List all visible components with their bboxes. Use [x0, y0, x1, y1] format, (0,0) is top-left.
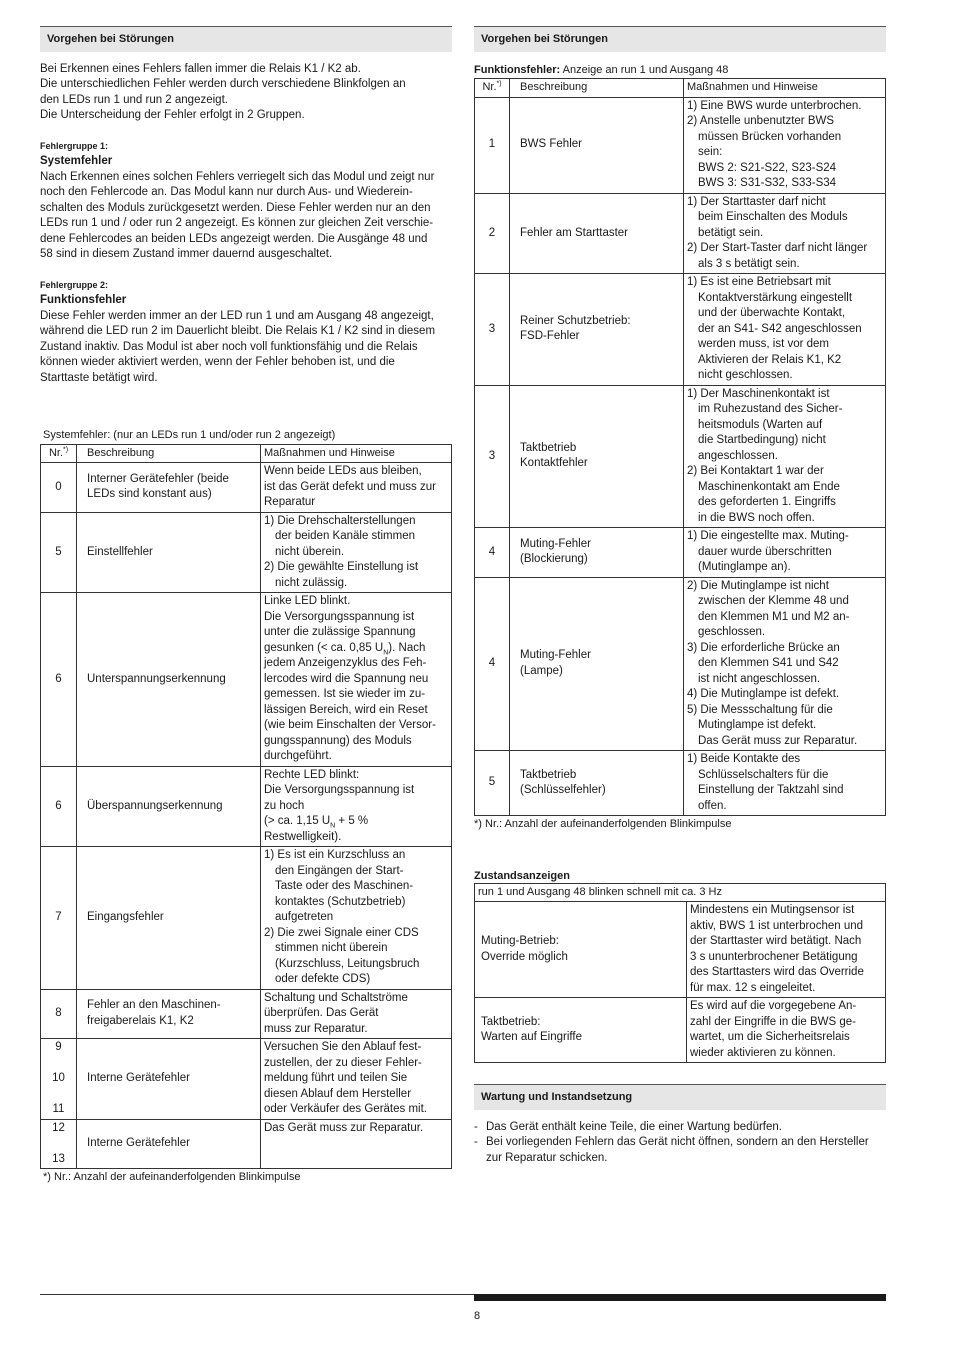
list-item: - Bei vorliegenden Fehlern das Gerät nicht öffnen, sondern an den Hersteller zur Reparatur schicken.	[474, 1135, 886, 1166]
row-description: Überspannungserkennung	[77, 766, 261, 847]
table-row	[41, 512, 452, 593]
section-header-right: Vorgehen bei Störungen	[474, 26, 886, 52]
row-number: 3	[475, 385, 510, 528]
status-description: Taktbetrieb: Warten auf Eingriffe	[475, 998, 687, 1063]
status-title: Zustandsanzeigen	[474, 869, 570, 882]
list-item: - Das Gerät enthält keine Teile, die einer Wartung bedürfen.	[474, 1120, 886, 1136]
row-number: 2	[475, 193, 510, 274]
status-row	[475, 998, 886, 1063]
error-group-1: Fehlergruppe 1: Systemfehler Nach Erkennen eines solchen Fehlers verriegelt sich das Modul und zeigt nur noch den Fehlercode an. Das Modul kann nur durch Aus- und Wiederein- schalten des Moduls zurückgesetzt werden. Diese Fehler werden nur an den LEDs run 1 und / oder run 2 angezeigt. Es können zur gleichen Zeit verschie- dene Fehlercodes an beiden LEDs angezeigt werden. Die Ausgänge 48 und 58 sind in diesem Zustand immer dauernd ausgeschaltet.	[40, 140, 435, 260]
row-description: Reiner Schutzbetrieb: FSD-Fehler	[510, 274, 684, 386]
table-row	[475, 193, 886, 274]
row-measures: Versuchen Sie den Ablauf fest- zustellen, der zu dieser Fehler- meldung führt und teilen Sie diesen Ablauf dem Hersteller oder Verkäufer des Gerätes mit.	[261, 1039, 452, 1120]
page-number: 8	[474, 1310, 481, 1322]
right-column	[474, 26, 886, 1166]
row-description: Eingangsfehler	[77, 847, 261, 990]
table-row	[475, 274, 886, 386]
status-description: Muting-Betrieb: Override möglich	[475, 902, 687, 998]
row-measures: 1) Es ist eine Betriebsart mit Kontaktverstärkung eingestellt und der überwachte Kontakt, der an S41- S42 angeschlossen werden muss, ist vor dem Aktivieren der Relais K1, K2 nicht geschlossen.	[684, 274, 886, 386]
status-row	[475, 902, 886, 998]
status-measures: Mindestens ein Mutingsensor ist aktiv, BWS 1 ist unterbrochen und der Starttaster wird betätigt. Nach 3 s ununterbrochener Betätigung des Starttasters wird das Override für max. 12 s eingeleitet.	[687, 902, 886, 998]
row-description: Muting-Fehler (Blockierung)	[510, 528, 684, 578]
table-row	[41, 1039, 452, 1120]
intro-text: Bei Erkennen eines Fehlers fallen immer die Relais K1 / K2 ab. Die unterschiedlichen Fehler werden durch verschiedene Blinkfolgen an den LEDs run 1 und run 2 angezeigt. Die Unterscheidung der Fehler erfolgt in 2 Gruppen.	[40, 62, 406, 121]
function-errors-caption: Funktionsfehler: Anzeige an run 1 und Ausgang 48	[474, 63, 729, 76]
row-measures: Rechte LED blinkt: Die Versorgungsspannung ist zu hoch (> ca. 1,15 $U_N + 5$ % Restwelligkeit).	[261, 766, 452, 847]
status-measures: Es wird auf die vorgegebene An- zahl der Eingriffe in die BWS ge- wartet, um die Sicherheitsrelais wieder aktivieren zu können.	[687, 998, 886, 1063]
function-errors-table	[474, 78, 886, 816]
row-number: 9 10 11	[41, 1039, 77, 1120]
row-description: Fehler an den Maschinen-freigaberelais K1, K2	[77, 989, 261, 1039]
row-measures: 1) Eine BWS wurde unterbrochen. 2) Anstelle unbenutzter BWS müssen Brücken vorhanden sein: BWS 2: S21-S22, S23-S24 BWS 3: S31-S32, S33-S34	[684, 97, 886, 193]
row-description: BWS Fehler	[510, 97, 684, 193]
table-row	[475, 577, 886, 751]
row-description: Interne Gerätefehler	[77, 1039, 261, 1120]
table-header-row: Nr.*) Beschreibung Maßnahmen und Hinweise	[475, 79, 886, 98]
row-number: 5	[41, 512, 77, 593]
table-header-row: Nr.*) Beschreibung Maßnahmen und Hinweise	[41, 444, 452, 463]
row-number: 1	[475, 97, 510, 193]
section-header-left: Vorgehen bei Störungen	[40, 26, 452, 52]
row-description: Taktbetrieb (Schlüsselfehler)	[510, 751, 684, 816]
table-row	[41, 1119, 452, 1169]
row-measures: Schaltung und Schaltströme überprüfen. Das Gerät muss zur Reparatur.	[261, 989, 452, 1039]
row-measures: 1) Der Maschinenkontakt ist im Ruhezustand des Sicher- heitsmoduls (Warten auf die Startbedingung) nicht angeschlossen. 2) Bei Kontaktart 1 war der Maschinenkontakt am Ende des geforderten 1. Eingriffs in die BWS noch offen.	[684, 385, 886, 528]
row-description: Einstellfehler	[77, 512, 261, 593]
row-description: Muting-Fehler (Lampe)	[510, 577, 684, 751]
row-description: Unterspannungserkennung	[77, 593, 261, 767]
row-number: 6	[41, 593, 77, 767]
status-subheader-row: run 1 und Ausgang 48 blinken schnell mit ca. 3 Hz	[475, 883, 886, 902]
footnote-left: *) Nr.: Anzahl der aufeinanderfolgenden Blinkimpulse	[43, 1171, 301, 1183]
row-number: 8	[41, 989, 77, 1039]
table-row	[41, 847, 452, 990]
table-row	[41, 766, 452, 847]
row-measures: 1) Die eingestellte max. Muting- dauer wurde überschritten (Mutinglampe an).	[684, 528, 886, 578]
row-number: 4	[475, 577, 510, 751]
row-description: Interne Gerätefehler	[77, 1119, 261, 1169]
footnote-right: *) Nr.: Anzahl der aufeinanderfolgenden Blinkimpulse	[474, 818, 732, 830]
maintenance-header: Wartung und Instandsetzung	[474, 1084, 886, 1110]
row-number: 12 13	[41, 1119, 77, 1169]
row-measures: 1) Der Starttaster darf nicht beim Einschalten des Moduls betätigt sein. 2) Der Start-Taster darf nicht länger als 3 s betätigt sein.	[684, 193, 886, 274]
status-table	[474, 883, 886, 1064]
row-measures: 1) Beide Kontakte des Schlüsselschalters für die Einstellung der Taktzahl sind offen.	[684, 751, 886, 816]
table-row	[41, 463, 452, 513]
row-number: 5	[475, 751, 510, 816]
table-row	[475, 385, 886, 528]
system-errors-caption: Systemfehler: (nur an LEDs run 1 und/oder run 2 angezeigt)	[43, 429, 336, 441]
row-measures: 2) Die Mutinglampe ist nicht zwischen der Klemme 48 und den Klemmen M1 und M2 an- geschlossen. 3) Die erforderliche Brücke an den Klemmen S41 und S42 ist nicht angeschlossen. 4) Die Mutinglampe ist defekt. 5) Die Messschaltung für die Mutinglampe ist defekt. Das Gerät muss zur Reparatur.	[684, 577, 886, 751]
table-row	[41, 989, 452, 1039]
maintenance-list	[474, 1120, 886, 1167]
system-errors-table	[40, 444, 452, 1170]
row-measures: Linke LED blinkt. Die Versorgungsspannung ist unter die zulässige Spannung gesunken (< ca. 0,85 $U_N$). Nach jedem Anzeigenzyklus des Feh- lercodes wird die Spannung neu gemessen. Ist sie wieder im zu- lässigen Bereich, wird ein Reset (wie beim Einschalten der Versor- gungsspannung) des Moduls durchgeführt.	[261, 593, 452, 767]
row-number: 7	[41, 847, 77, 990]
row-measures: Wenn beide LEDs aus bleiben, ist das Gerät defekt und muss zur Reparatur	[261, 463, 452, 513]
row-number: 4	[475, 528, 510, 578]
row-number: 3	[475, 274, 510, 386]
row-description: Taktbetrieb Kontaktfehler	[510, 385, 684, 528]
row-number: 0	[41, 463, 77, 513]
table-row	[475, 97, 886, 193]
error-group-2: Fehlergruppe 2: Funktionsfehler Diese Fehler werden immer an der LED run 1 und am Ausgang 48 angezeigt, während die LED run 2 im Dauerlicht bleibt. Die Relais K1 / K2 sind in diesem Zustand inaktiv. Das Modul ist aber noch voll funktionsfähig und die Relais können wieder aktiviert werden, wenn der Fehler behoben ist, und die Starttaste betätigt wird.	[40, 279, 436, 384]
row-measures: 1) Es ist ein Kurzschluss an den Eingängen der Start- Taste oder des Maschinen- kontaktes (Schutzbetrieb) aufgetreten 2) Die zwei Signale einer CDS stimmen nicht überein (Kurzschluss, Leitungsbruch oder defekte CDS)	[261, 847, 452, 990]
table-row	[475, 528, 886, 578]
row-measures: 1) Die Drehschalterstellungen der beiden Kanäle stimmen nicht überein. 2) Die gewählte Einstellung ist nicht zulässig.	[261, 512, 452, 593]
left-column	[40, 26, 452, 1186]
table-row	[475, 751, 886, 816]
row-description: Interner Gerätefehler (beide LEDs sind konstant aus)	[77, 463, 261, 513]
footer-bar	[474, 1294, 886, 1301]
table-row	[41, 593, 452, 767]
row-measures: Das Gerät muss zur Reparatur.	[261, 1119, 452, 1169]
row-description: Fehler am Starttaster	[510, 193, 684, 274]
row-number: 6	[41, 766, 77, 847]
